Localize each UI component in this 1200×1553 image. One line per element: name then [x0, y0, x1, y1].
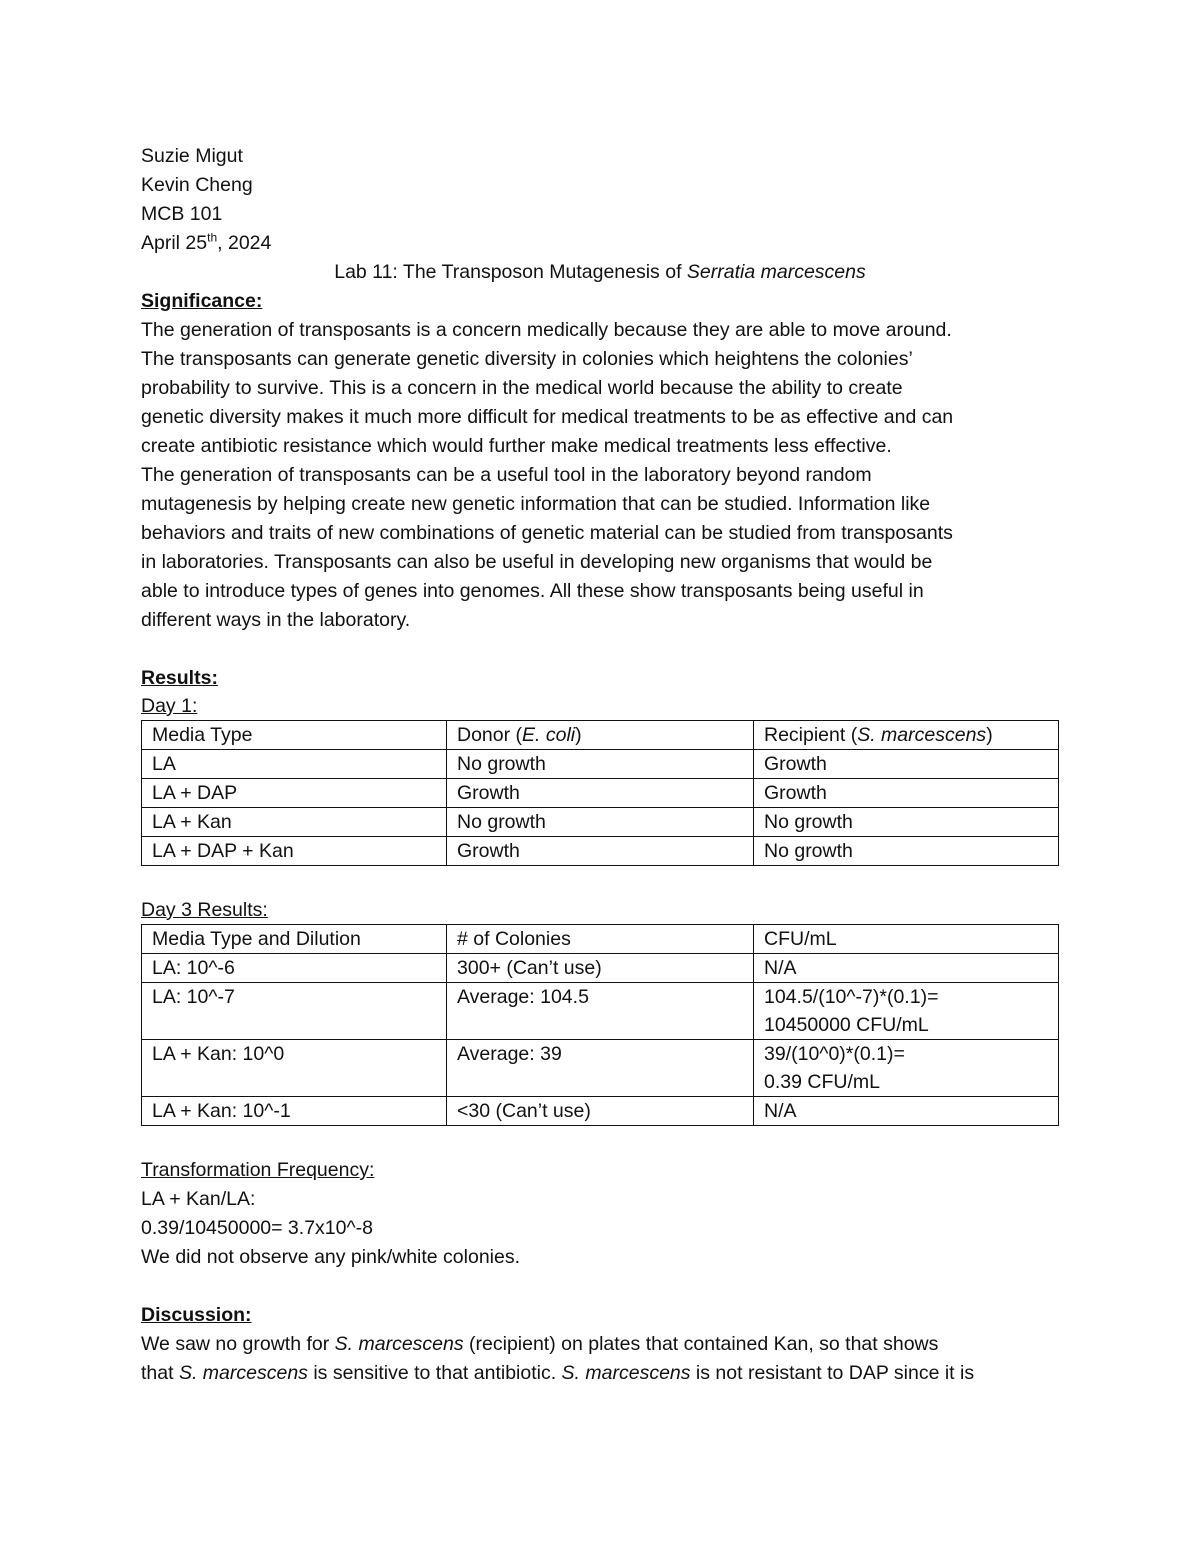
table-row: [142, 1097, 1059, 1126]
cell-line: 0.39 CFU/mL: [764, 1071, 880, 1093]
document-title: [0, 258, 1200, 287]
date: [141, 229, 1061, 258]
table-header-cell: Media Type and Dilution: [142, 925, 447, 954]
table-cell: LA: 10^-6: [142, 954, 447, 983]
paragraph-line: different ways in the laboratory.: [141, 609, 411, 631]
paragraph-line: genetic diversity makes it much more difficult for medical treatments to be as effective and can: [141, 406, 954, 428]
table-header-row: [142, 721, 1059, 750]
transformation-line: LA + Kan/LA:: [141, 1188, 256, 1210]
table-cell: Growth: [447, 779, 754, 808]
significance-paragraph-2: [141, 461, 1061, 635]
date-year: , 2024: [217, 232, 272, 254]
table-cell: Growth: [447, 837, 754, 866]
date-text: April 25: [141, 232, 208, 254]
table-cell: [754, 983, 1059, 1040]
day3-label: Day 3 Results:: [141, 899, 268, 921]
cell-line: 10450000 CFU/mL: [764, 1014, 929, 1036]
document-body: [141, 142, 1061, 1388]
paragraph-line: mutagenesis by helping create new genetic information that can be studied. Information like: [141, 493, 931, 515]
paragraph-line: The transposants can generate genetic diversity in colonies which heightens the colonies’: [141, 348, 913, 370]
title-species: Serratia marcescens: [686, 261, 866, 283]
table-cell: N/A: [754, 1097, 1059, 1126]
table-header-row: [142, 925, 1059, 954]
table-cell: LA + Kan: [142, 808, 447, 837]
table-row: [142, 983, 1059, 1040]
table-cell: N/A: [754, 954, 1059, 983]
table-cell: No growth: [754, 808, 1059, 837]
transformation-line: We did not observe any pink/white colonies.: [141, 1246, 521, 1268]
transformation-line: 0.39/10450000= 3.7x10^-8: [141, 1217, 373, 1239]
table-header-cell: Recipient (S. marcescens): [754, 721, 1059, 750]
course-name: MCB 101: [141, 203, 223, 225]
spacer: [141, 866, 1061, 895]
significance-heading: Significance:: [141, 290, 263, 312]
spacer: [141, 1126, 1061, 1156]
table-cell: Growth: [754, 779, 1059, 808]
paragraph-line: probability to survive. This is a concern in the medical world because the ability to create: [141, 377, 903, 399]
discussion-line: We saw no growth for S. marcescens (recipient) on plates that contained Kan, so that shows: [141, 1333, 939, 1355]
table-row: [142, 837, 1059, 866]
table-cell: Growth: [754, 750, 1059, 779]
table-row: [142, 808, 1059, 837]
paragraph-line: The generation of transposants can be a useful tool in the laboratory beyond random: [141, 464, 872, 486]
paragraph-line: behaviors and traits of new combinations of genetic material can be studied from transposants: [141, 522, 953, 544]
table-row: [142, 779, 1059, 808]
transformation-heading: Transformation Frequency:: [141, 1159, 375, 1181]
paragraph-line: in laboratories. Transposants can also be useful in developing new organisms that would be: [141, 551, 933, 573]
table-cell: LA: 10^-7: [142, 983, 447, 1040]
discussion-heading: Discussion:: [141, 1304, 252, 1326]
table-cell: [754, 1040, 1059, 1097]
table-header-cell: # of Colonies: [447, 925, 754, 954]
table-cell: LA + DAP + Kan: [142, 837, 447, 866]
paragraph-line: create antibiotic resistance which would further make medical treatments less effective.: [141, 435, 892, 457]
table-header-cell: Donor (E. coli): [447, 721, 754, 750]
day1-label: Day 1:: [141, 695, 198, 717]
table-cell: Average: 104.5: [447, 983, 754, 1040]
table-cell: LA + DAP: [142, 779, 447, 808]
day1-table: [141, 720, 1059, 866]
table-row: [142, 954, 1059, 983]
day3-table: [141, 924, 1059, 1126]
table-cell: 300+ (Can’t use): [447, 954, 754, 983]
table-cell: LA + Kan: 10^0: [142, 1040, 447, 1097]
spacer: [141, 1272, 1061, 1301]
table-cell: No growth: [447, 750, 754, 779]
table-header-cell: Media Type: [142, 721, 447, 750]
results-heading: Results:: [141, 667, 218, 689]
date-superscript: th: [207, 230, 218, 245]
table-cell: LA: [142, 750, 447, 779]
table-header-cell: CFU/mL: [754, 925, 1059, 954]
table-cell: No growth: [447, 808, 754, 837]
significance-paragraph-1: [141, 316, 1061, 461]
table-row: [142, 750, 1059, 779]
table-row: [142, 1040, 1059, 1097]
author-name: Suzie Migut: [141, 145, 243, 167]
paragraph-line: The generation of transposants is a concern medically because they are able to move around.: [141, 319, 952, 341]
paragraph-line: able to introduce types of genes into genomes. All these show transposants being useful in: [141, 580, 924, 602]
author-name: Kevin Cheng: [141, 174, 253, 196]
table-cell: Average: 39: [447, 1040, 754, 1097]
discussion-line: that S. marcescens is sensitive to that antibiotic. S. marcescens is not resistant to DAP since it is: [141, 1362, 975, 1384]
cell-line: 39/(10^0)*(0.1)=: [764, 1043, 905, 1065]
cell-line: 104.5/(10^-7)*(0.1)=: [764, 986, 939, 1008]
spacer: [141, 635, 1061, 664]
table-cell: LA + Kan: 10^-1: [142, 1097, 447, 1126]
title-text: Lab 11: The Transposon Mutagenesis of: [334, 261, 687, 283]
table-cell: No growth: [754, 837, 1059, 866]
table-cell: <30 (Can’t use): [447, 1097, 754, 1126]
